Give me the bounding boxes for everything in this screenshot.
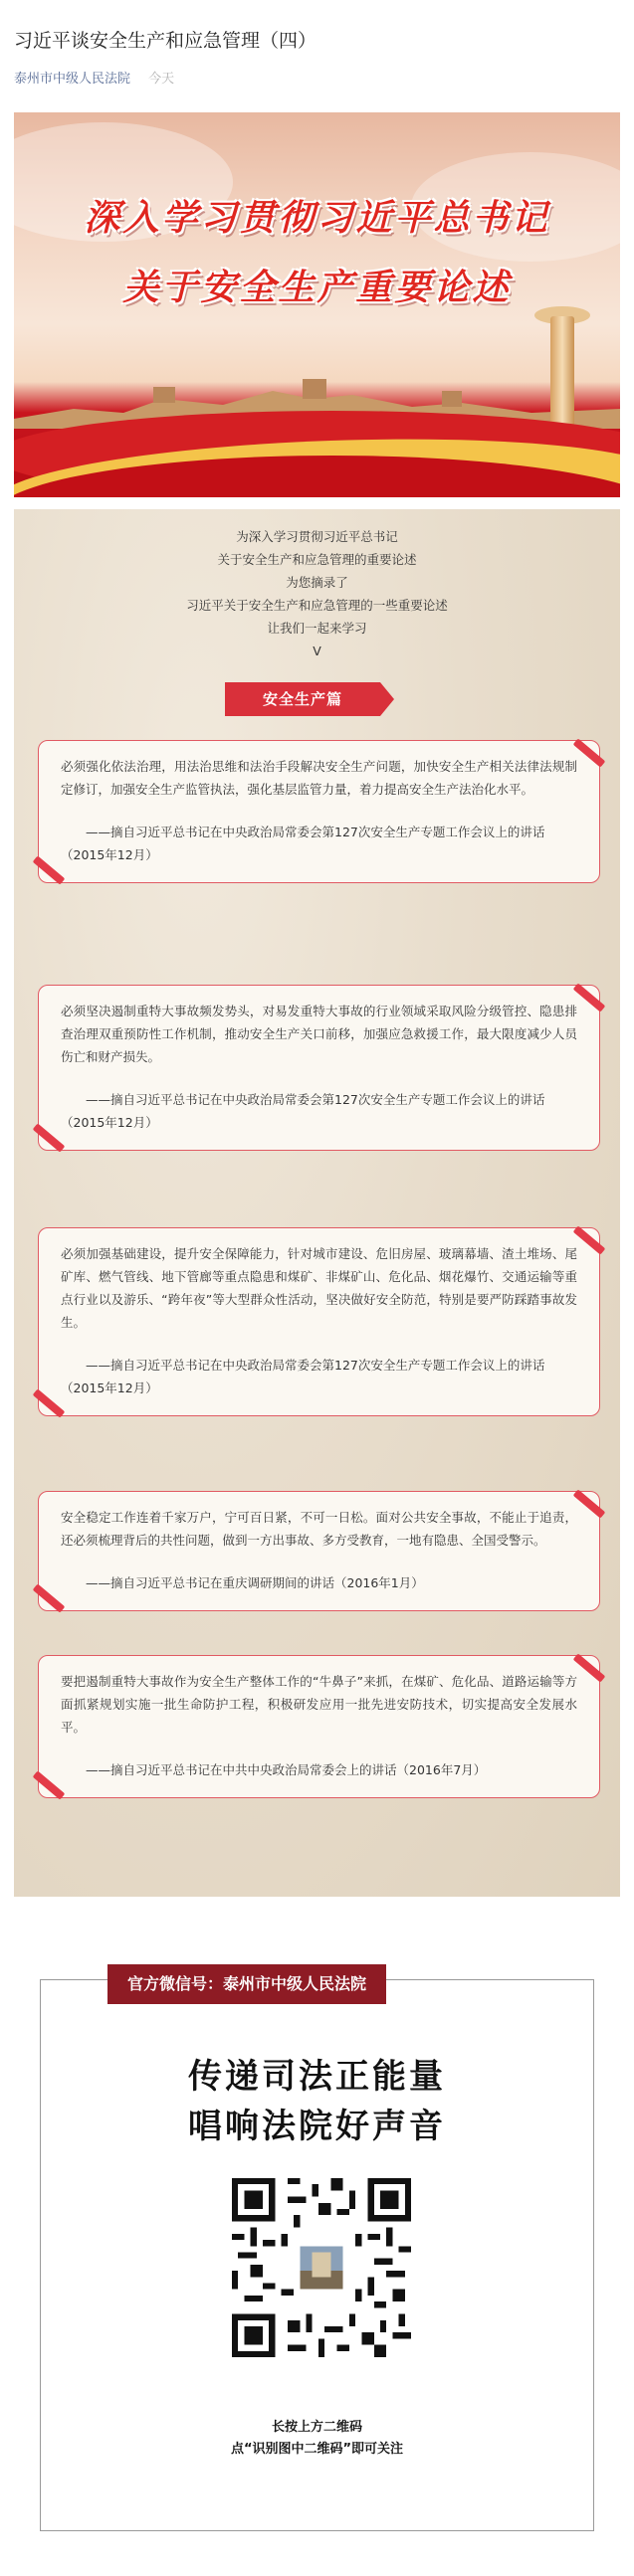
qr-code-image[interactable] <box>232 2178 411 2357</box>
quote-text: 安全稳定工作连着千家万户，宁可百日紧，不可一日松。面对公共安全事故，不能止于追责，还必须梳理背后的共性问题，做到一方出事故、多方受教育，一地有隐患、全国受警示。 <box>61 1510 577 1548</box>
quote-card <box>38 1491 600 1611</box>
quote-source: ——摘自习近平总书记在中央政治局常委会第127次安全生产专题工作会议上的讲话（2015年12月） <box>61 1358 545 1395</box>
intro-line: 让我们一起来学习 <box>267 621 367 636</box>
section-tag: 安全生产篇 <box>225 682 380 716</box>
article-header <box>0 0 634 109</box>
quote-source: ——摘自习近平总书记在中央政治局常委会第127次安全生产专题工作会议上的讲话（2015年12月） <box>61 825 545 862</box>
quote-source: ——摘自习近平总书记在重庆调研期间的讲话（2016年1月） <box>86 1575 424 1590</box>
corner-ribbon <box>573 983 606 1012</box>
corner-ribbon <box>573 1225 606 1254</box>
intro-line: 习近平关于安全生产和应急管理的一些重要论述 <box>186 598 448 613</box>
corner-ribbon <box>573 738 606 767</box>
qr-hint-line-1: 长按上方二维码 <box>271 2420 362 2435</box>
official-account-label: 官方微信号：泰州市中级人民法院 <box>107 1964 386 2004</box>
quote-card <box>38 740 600 883</box>
slogan-line-1: 传递司法正能量 <box>188 2057 446 2097</box>
banner-image <box>14 112 620 497</box>
intro-line: 为您摘录了 <box>286 575 348 590</box>
intro-line: 关于安全生产和应急管理的重要论述 <box>217 552 417 567</box>
quote-card <box>38 1655 600 1798</box>
quote-text: 必须加强基础建设，提升安全保障能力，针对城市建设、危旧房屋、玻璃幕墙、渣土堆场、尾矿库、燃气管线、地下管廊等重点隐患和煤矿、非煤矿山、危化品、烟花爆竹、交通运输等重点行业以及游乐、“跨年夜”等大型群众性活动，坚决做好安全防范，特别是要严防踩踏事故发生。 <box>61 1246 577 1330</box>
content-background <box>14 509 620 1897</box>
banner-headline-1: 深入学习贯彻习近平总书记 <box>84 197 550 239</box>
quote-card <box>38 985 600 1151</box>
corner-ribbon <box>573 1653 606 1682</box>
quote-source: ——摘自习近平总书记在中央政治局常委会第127次安全生产专题工作会议上的讲话（2015年12月） <box>61 1092 545 1130</box>
intro-line: 为深入学习贯彻习近平总书记 <box>236 529 398 544</box>
account-name-link[interactable]: 泰州市中级人民法院 <box>14 72 131 87</box>
quote-source: ——摘自习近平总书记在中共中央政治局常委会上的讲话（2016年7月） <box>86 1762 487 1777</box>
slogan-line-2: 唱响法院好声音 <box>188 2107 446 2146</box>
intro-text <box>14 525 620 662</box>
quote-text: 必须坚决遏制重特大事故频发势头，对易发重特大事故的行业领域采取风险分级管控、隐患排查治理双重预防性工作机制，推动安全生产关口前移，加强应急救援工作，最大限度减少人员伤亡和财产损失。 <box>61 1004 577 1064</box>
article-meta <box>14 70 620 90</box>
down-arrow-icon: V <box>313 644 321 658</box>
quote-card <box>38 1227 600 1416</box>
publish-date: 今天 <box>148 72 175 87</box>
qr-hint-line-2: 点“识别图中二维码”即可关注 <box>230 2442 404 2457</box>
quote-text: 要把遏制重特大事故作为安全生产整体工作的“牛鼻子”来抓，在煤矿、危化品、道路运输等方面抓紧规划实施一批生命防护工程，积极研发应用一批先进安防技术，切实提高安全发展水平。 <box>61 1674 577 1735</box>
article-title: 习近平谈安全生产和应急管理（四） <box>14 30 317 52</box>
banner-headline-2: 关于安全生产重要论述 <box>122 267 512 308</box>
corner-ribbon <box>573 1489 606 1518</box>
quote-text: 必须强化依法治理，用法治思维和法治手段解决安全生产问题，加快安全生产相关法律法规制定修订，加强安全生产监管执法，强化基层监管力量，着力提高安全生产法治化水平。 <box>61 759 577 797</box>
